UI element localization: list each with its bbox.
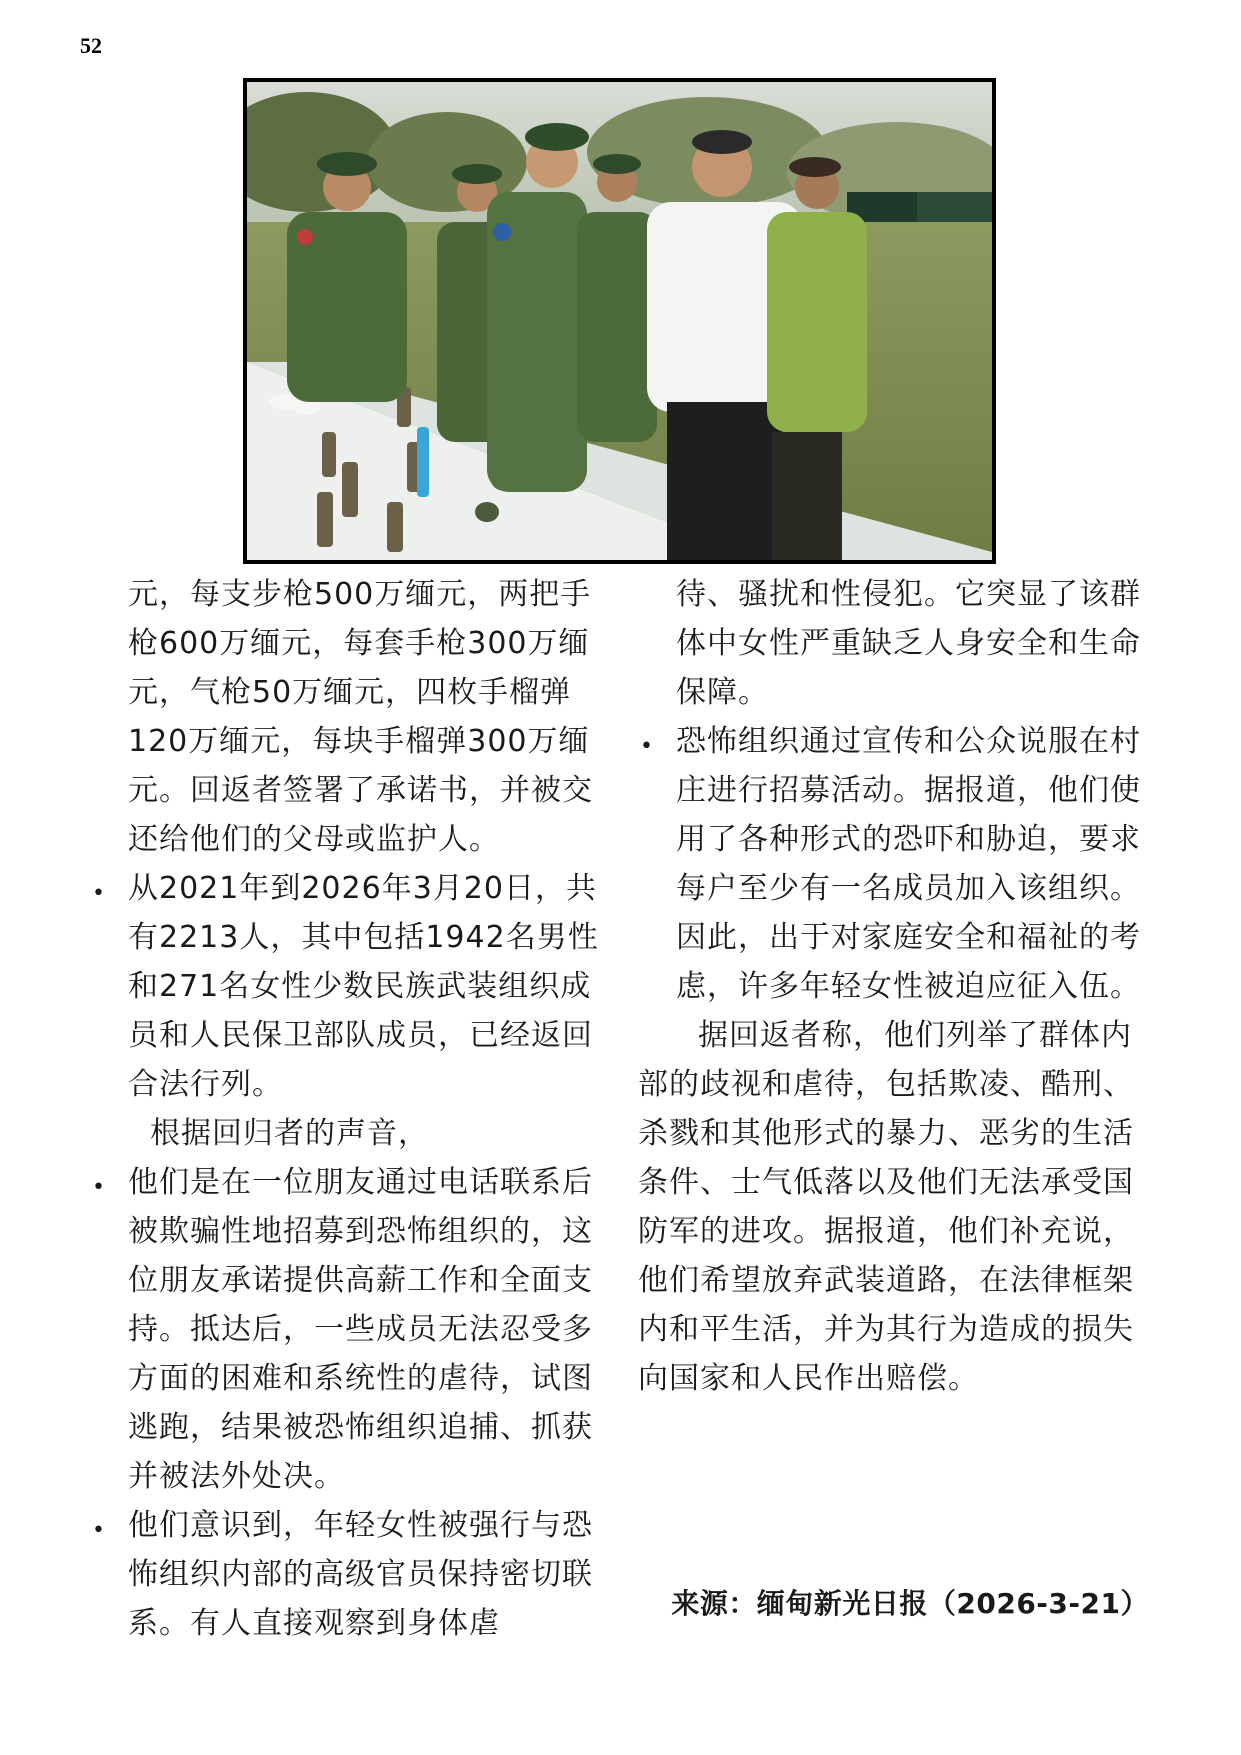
- list-item: [90, 864, 600, 1109]
- bullet-icon: •: [92, 1518, 106, 1543]
- photo-military-officials-inspecting-weapons-icon: [247, 82, 992, 560]
- left-column: [90, 570, 600, 1648]
- bullet-icon: •: [92, 881, 106, 906]
- paragraph: 据回返者称，他们列举了群体内部的歧视和虐待，包括欺凌、酷刑、杀戮和其他形式的暴力、恶劣的生活条件、士气低落以及他们无法承受国防军的进攻。据报道，他们补充说，他们希望放弃武装道路，在法律框架内和平生活，并为其行为造成的损失向国家和人民作出赔偿。: [638, 1018, 1134, 1396]
- page-number: 52: [80, 33, 102, 58]
- list-item: [90, 1158, 600, 1501]
- continued-bullet-text: 待、骚扰和性侵犯。它突显了该群体中女性严重缺乏人身安全和生命保障。: [676, 577, 1141, 710]
- bullet-text: 他们是在一位朋友通过电话联系后被欺骗性地招募到恐怖组织的，这位朋友承诺提供高薪工作和全面支持。抵达后，一些成员无法忍受多方面的困难和系统性的虐待，试图逃跑，结果被恐怖组织追捕、抓获并被法外处决。: [128, 1165, 593, 1494]
- bullet-text: 他们意识到，年轻女性被强行与恐怖组织内部的高级官员保持密切联系。有人直接观察到身体虐: [128, 1508, 593, 1641]
- source-credit: 来源：缅甸新光日报（2026-3-21）: [671, 1587, 1149, 1620]
- list-item: [90, 1501, 600, 1648]
- bullet-icon: •: [92, 1175, 106, 1200]
- bullet-text: 恐怖组织通过宣传和公众说服在村庄进行招募活动。据报道，他们使用了各种形式的恐吓和胁迫，要求每户至少有一名成员加入该组织。因此，出于对家庭安全和福祉的考虑，许多年轻女性被迫应征入伍。: [676, 724, 1141, 1004]
- right-column: [638, 570, 1158, 1403]
- bullet-icon: •: [640, 734, 654, 759]
- bullet-text: 从2021年到2026年3月20日，共有2213人，其中包括1942名男性和271名女性少数民族武装组织成员和人民保卫部队成员，已经返回合法行列。: [128, 871, 599, 1102]
- paragraph: 根据回归者的声音，: [150, 1116, 429, 1151]
- news-photo: [243, 78, 996, 564]
- list-item: [638, 717, 1158, 1011]
- continued-paragraph: 元，每支步枪500万缅元，两把手枪600万缅元，每套手枪300万缅元，气枪50万缅元，四枚手榴弹120万缅元，每块手榴弹300万缅元。回返者签署了承诺书，并被交还给他们的父母或监护人。: [128, 577, 593, 857]
